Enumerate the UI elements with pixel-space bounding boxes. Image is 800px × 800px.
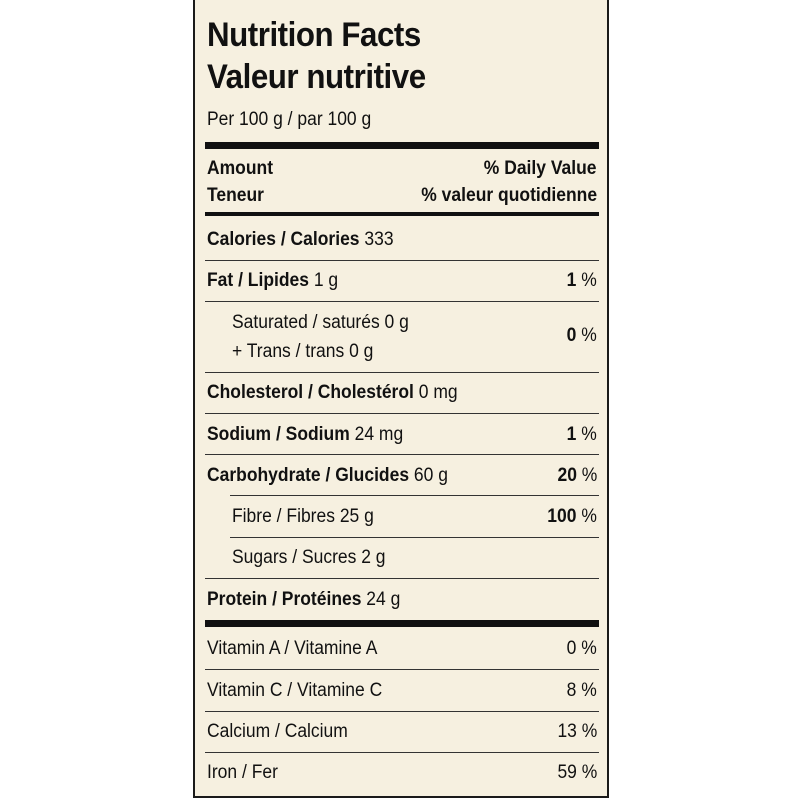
- divider: [205, 301, 599, 302]
- carbohydrate-daily-value: 20 %: [557, 465, 597, 486]
- saturated-label: Saturated / saturés 0 g: [232, 312, 409, 333]
- divider: [205, 372, 599, 373]
- amount-header-fr: Teneur: [207, 185, 264, 206]
- medium-rule: [205, 212, 599, 216]
- iron-daily-value: 59 %: [557, 762, 597, 783]
- divider: [205, 669, 599, 670]
- fat-label: Fat / Lipides 1 g: [207, 270, 339, 291]
- divider: [205, 260, 599, 261]
- serving-size: Per 100 g / par 100 g: [207, 109, 372, 130]
- vitamin-c-label: Vitamin C / Vitamine C: [207, 680, 383, 701]
- daily-value-header-en: % Daily Value: [484, 158, 597, 179]
- calories-label: Calories / Calories 333: [207, 229, 394, 250]
- vitamin-a-daily-value: 0 %: [566, 638, 597, 659]
- title-french: Valeur nutritive: [207, 58, 426, 96]
- divider: [205, 711, 599, 712]
- fibre-daily-value: 100 %: [547, 506, 597, 527]
- thick-rule: [205, 620, 599, 627]
- fat-daily-value: 1 %: [566, 270, 597, 291]
- sodium-daily-value: 1 %: [566, 424, 597, 445]
- divider: [205, 752, 599, 753]
- daily-value-header-fr: % valeur quotidienne: [421, 185, 597, 206]
- title-english: Nutrition Facts: [207, 16, 421, 54]
- vitamin-c-daily-value: 8 %: [566, 680, 597, 701]
- iron-label: Iron / Fer: [207, 762, 278, 783]
- divider: [205, 454, 599, 455]
- carbohydrate-label: Carbohydrate / Glucides 60 g: [207, 465, 448, 486]
- divider: [230, 495, 599, 496]
- divider: [205, 578, 599, 579]
- trans-label: + Trans / trans 0 g: [232, 341, 374, 362]
- calcium-daily-value: 13 %: [557, 721, 597, 742]
- sugars-label: Sugars / Sucres 2 g: [232, 547, 386, 568]
- vitamin-a-label: Vitamin A / Vitamine A: [207, 638, 378, 659]
- saturated-trans-row: [205, 310, 599, 366]
- divider: [205, 413, 599, 414]
- amount-header-en: Amount: [207, 158, 274, 179]
- thick-rule: [205, 142, 599, 149]
- cholesterol-label: Cholesterol / Cholestérol 0 mg: [207, 382, 458, 403]
- calcium-label: Calcium / Calcium: [207, 721, 348, 742]
- fibre-label: Fibre / Fibres 25 g: [232, 506, 374, 527]
- sodium-label: Sodium / Sodium 24 mg: [207, 424, 404, 445]
- protein-label: Protein / Protéines 24 g: [207, 589, 401, 610]
- nutrition-facts-panel: [193, 0, 609, 798]
- divider: [230, 537, 599, 538]
- column-header: [205, 156, 599, 208]
- saturated-daily-value: 0 %: [566, 325, 597, 346]
